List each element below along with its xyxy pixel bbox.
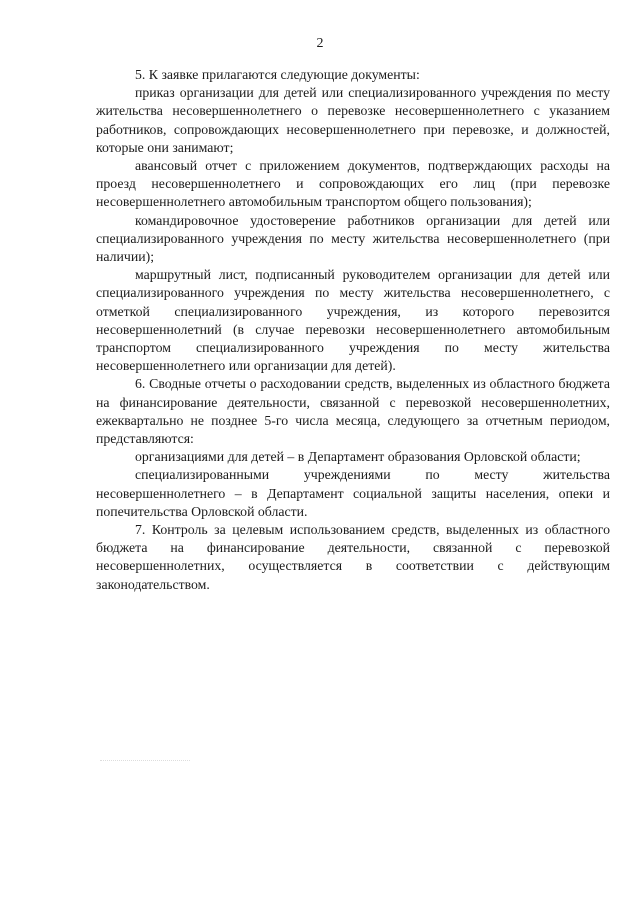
- paragraph-advance-report: авансовый отчет с приложением документов, подтверждающих расходы на проезд несовершеннолетнего и сопровождающих его лиц (при перевозке несовершеннолетнего автомобильным транспортом общего пользования);: [96, 158, 610, 210]
- paragraph-education-department: организациями для детей – в Департамент образования Орловской области;: [135, 449, 581, 465]
- paragraph-social-protection-department: специализированными учреждениями по месту жительства несовершеннолетнего – в Департамент социальной защиты населения, опеки и попечительства Орловской области.: [96, 467, 610, 519]
- paragraph-order-document: приказ организации для детей или специализированного учреждения по месту жительства несовершеннолетнего о перевозке несовершеннолетнего с указанием работников, сопровождающих несовершеннолетнего при перевозке, и должностей, которые они занимают;: [96, 85, 610, 155]
- paragraph-item-5-heading: 5. К заявке прилагаются следующие документы:: [135, 67, 420, 82]
- page-number: 2: [316, 36, 324, 51]
- scan-artifact: [100, 760, 190, 767]
- paragraph-route-sheet: маршрутный лист, подписанный руководителем организации для детей или специализированного учреждения по месту жительства несовершеннолетнего, с отметкой специализированного учреждения, из которого перевозится несовершеннолетний (в случае перевозки несовершеннолетнего автомобильным транспортом специализированного учреждения по месту жительства несовершеннолетнего или организации для детей).: [96, 267, 610, 374]
- document-body: [96, 66, 610, 594]
- paragraph-item-6-reports: 6. Сводные отчеты о расходовании средств, выделенных из областного бюджета на финансирование деятельности, связанной с перевозкой несовершеннолетних, ежеквартально не позднее 5-го числа месяца, следующего за отчетным периодом, представляются:: [96, 376, 610, 447]
- paragraph-travel-certificate: командировочное удостоверение работников организации для детей или специализированного учреждения по месту жительства несовершеннолетнего (при наличии);: [96, 212, 610, 265]
- paragraph-item-7-control: 7. Контроль за целевым использованием средств, выделенных из областного бюджета на финансирование деятельности, связанной с перевозкой несовершеннолетних, осуществляется в соответствии с действующим законодательством.: [96, 522, 610, 592]
